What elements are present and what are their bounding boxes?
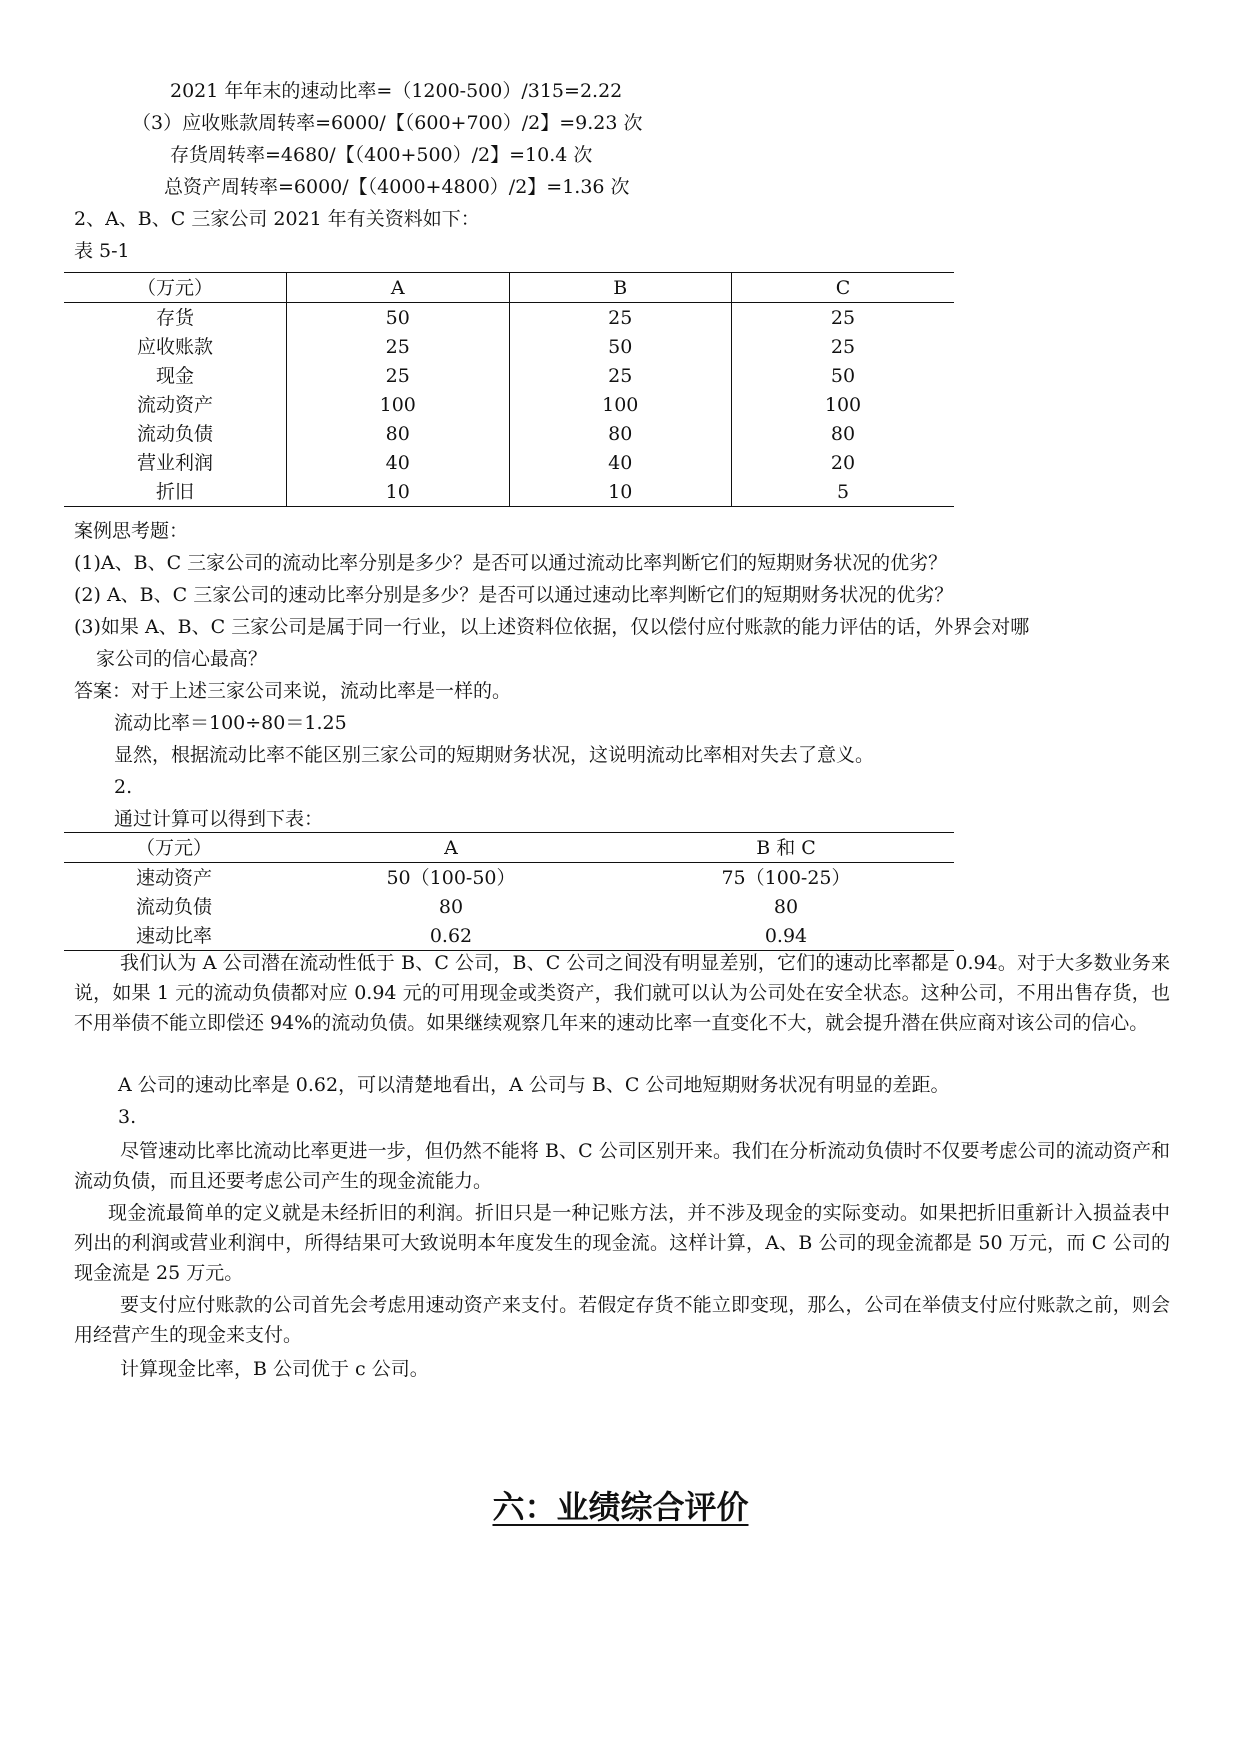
table-cell: 80 (287, 419, 510, 448)
table-cell: 25 (509, 361, 732, 390)
analysis-paragraph-4: 现金流最简单的定义就是未经折旧的利润。折旧只是一种记账方法，并不涉及现金的实际变动。如果把折旧重新计入损益表中列出的利润或营业利润中，所得结果可大致说明本年度发生的现金流。这样计算，A、B 公司的现金流都是 50 万元，而 C 公司的现金流是 25 万元。 (74, 1202, 1170, 1284)
table-row (64, 361, 954, 390)
answer-number-3: 3. (118, 1106, 137, 1128)
company-data-table (64, 272, 954, 507)
calc-intro: 通过计算可以得到下表： (114, 808, 324, 830)
table-row (64, 390, 954, 419)
table-cell: 40 (287, 448, 510, 477)
row-label: 现金 (155, 364, 194, 387)
analysis-paragraph-2: A 公司的速动比率是 0.62，可以清楚地看出，A 公司与 B、C 公司地短期财务状况有明显的差距。 (118, 1074, 950, 1096)
table-cell: 40 (509, 448, 732, 477)
table-cell: 50 (287, 303, 510, 333)
table-cell: 5 (732, 477, 955, 507)
table-cell: 0.94 (764, 924, 808, 947)
analysis-paragraph-3: 尽管速动比率比流动比率更进一步，但仍然不能将 B、C 公司区别开来。我们在分析流动负债时不仅要考虑公司的流动资产和流动负债，而且还要考虑公司产生的现金流能力。 (74, 1140, 1170, 1192)
answer-intro: 答案：对于上述三家公司来说，流动比率是一样的。 (74, 680, 512, 702)
table-header-cell: （万元） (135, 836, 212, 859)
table-row (64, 863, 954, 893)
table-cell: 80 (773, 895, 799, 918)
analysis-paragraph-5: 要支付应付账款的公司首先会考虑用速动资产来支付。若假定存货不能立即变现，那么，公司在举债支付应付账款之前，则会用经营产生的现金来支付。 (74, 1294, 1170, 1346)
questions-title: 案例思考题： (74, 520, 189, 542)
table-header-cell: B 和 C (756, 836, 816, 859)
table-header-cell: A (444, 836, 458, 859)
table-row (64, 303, 954, 333)
table-cell: 75（100-25） (721, 866, 851, 889)
analysis-paragraph-6: 计算现金比率，B 公司优于 c 公司。 (120, 1358, 429, 1380)
row-label: 营业利润 (136, 451, 213, 474)
table-cell: 100 (509, 390, 732, 419)
analysis-paragraph-1: 我们认为 A 公司潜在流动性低于 B、C 公司，B、C 公司之间没有明显差别，它们的速动比率都是 0.94。对于大多数业务来说，如果 1 元的流动负债都对应 0.94 元的可用现金或类资产，我们就可以认为公司处在安全状态。这种公司，不用出售存货，也不用举债不能立即偿还 94%的流动负债。如果继续观察几年来的速动比率一直变化不大，就会提升潜在供应商对该公司的信心。 (74, 952, 1170, 1034)
table-cell: 10 (287, 477, 510, 507)
question-2: (2) A、B、C 三家公司的速动比率分别是多少？是否可以通过速动比率判断它们的短期财务状况的优劣？ (74, 584, 954, 606)
table-cell: 20 (732, 448, 955, 477)
table-cell: 25 (732, 332, 955, 361)
question-3: (3)如果 A、B、C 三家公司是属于同一行业，以上述资料位依据，仅以偿付应付账款的能力评估的话，外界会对哪 (74, 616, 1030, 638)
row-label: 存货 (155, 306, 194, 329)
table-cell: 80 (732, 419, 955, 448)
table-row (64, 332, 954, 361)
table-header-cell: A (287, 273, 510, 303)
quick-ratio-2021-line: 2021 年年末的速动比率=（1200-500）/315=2.22 (170, 80, 623, 102)
table-cell: 100 (732, 390, 955, 419)
table-cell: 25 (287, 332, 510, 361)
row-label: 应收账款 (136, 335, 213, 358)
row-label: 折旧 (155, 480, 194, 503)
row-label: 流动资产 (136, 393, 213, 416)
table-cell: 10 (509, 477, 732, 507)
asset-turnover-line: 总资产周转率=6000/【（4000+4800）/2】=1.36 次 (164, 176, 630, 198)
table-header-cell: （万元） (136, 276, 213, 299)
section-2-intro: 2、A、B、C 三家公司 2021 年有关资料如下： (74, 208, 480, 230)
question-1: (1)A、B、C 三家公司的流动比率分别是多少？是否可以通过流动比率判断它们的短期财务状况的优劣？ (74, 552, 948, 574)
table-cell: 80 (509, 419, 732, 448)
table-row (64, 921, 954, 951)
table-row (64, 448, 954, 477)
section-heading-text: 六：业绩综合评价 (492, 1488, 749, 1526)
row-label: 流动负债 (135, 895, 212, 918)
quick-ratio-table (64, 832, 954, 951)
table-header-cell: C (732, 273, 955, 303)
row-label: 速动比率 (135, 924, 212, 947)
table-row (64, 892, 954, 921)
table-header-row (64, 833, 954, 863)
table-cell: 50 (509, 332, 732, 361)
table-cell: 50（100-50） (386, 866, 516, 889)
table-row (64, 477, 954, 507)
table-row (64, 419, 954, 448)
table-cell: 80 (438, 895, 464, 918)
table-header-cell: B (509, 273, 732, 303)
table-caption: 表 5-1 (74, 240, 130, 262)
row-label: 速动资产 (135, 866, 212, 889)
answer-conclusion: 显然，根据流动比率不能区别三家公司的短期财务状况，这说明流动比率相对失去了意义。 (114, 744, 875, 766)
answer-number-2: 2. (114, 776, 133, 798)
table-cell: 0.62 (429, 924, 473, 947)
table-cell: 100 (287, 390, 510, 419)
table-cell: 25 (732, 303, 955, 333)
table-cell: 25 (287, 361, 510, 390)
table-cell: 50 (732, 361, 955, 390)
row-label: 流动负债 (136, 422, 213, 445)
inventory-turnover-line: 存货周转率=4680/【（400+500）/2】=10.4 次 (170, 144, 593, 166)
table-cell: 25 (509, 303, 732, 333)
table-header-row (64, 273, 954, 303)
receivable-turnover-line: （3）应收账款周转率=6000/【（600+700）/2】=9.23 次 (132, 112, 643, 134)
section-heading (0, 1482, 1241, 1528)
question-3-continued: 家公司的信心最高？ (96, 648, 268, 670)
current-ratio-formula: 流动比率＝100÷80＝1.25 (114, 712, 347, 734)
